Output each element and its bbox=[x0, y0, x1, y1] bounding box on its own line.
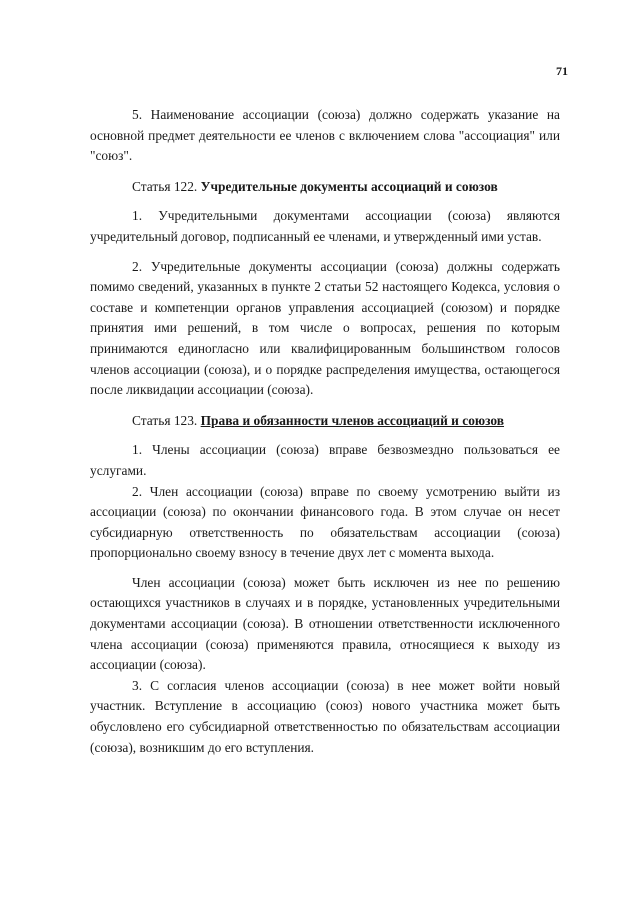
article-122-paragraph-2: 2. Учредительные документы ассоциации (союза) должны содержать помимо сведений, указанных в пункте 2 статьи 52 настоящего Кодекса, условия о составе и компетенции органов управления ассоциацией (союзом) и порядке принятия ими решений, в том числе о вопросах, решения по которым принимаются единогласно или квалифицированным большинством голосов членов ассоциации (союза), и о порядке распределения имущества, остающегося после ликвидации ассоциации (союза). bbox=[90, 258, 560, 398]
article-number: Статья 122. bbox=[132, 178, 198, 194]
article-122-heading bbox=[90, 177, 560, 198]
article-122-paragraph-1: 1. Учредительными документами ассоциации (союза) являются учредительный договор, подписанный ее членами, и утвержденный ими устав. bbox=[90, 208, 560, 244]
article-number: Статья 123. bbox=[132, 412, 198, 428]
page-number: 71 bbox=[556, 64, 568, 78]
article-123-paragraph-exclusion: Член ассоциации (союза) может быть исключен из нее по решению остающихся участников в случаях и в порядке, установленных учредительными документами ассоциации (союза). В отношении ответственности исключенного члена ассоциации (союза) применяются правила, относящиеся к выходу из ассоциации (союза). bbox=[90, 574, 560, 673]
article-title: Учредительные документы ассоциаций и союзов bbox=[200, 178, 498, 194]
paragraph-5-name-requirement: 5. Наименование ассоциации (союза) должно содержать указание на основной предмет деятельности ее членов с включением слова "ассоциация" или "союз". bbox=[90, 107, 560, 164]
document-body bbox=[90, 105, 560, 758]
article-123-paragraph-1: 1. Члены ассоциации (союза) вправе безвозмездно пользоваться ее услугами. bbox=[90, 442, 560, 478]
article-123-heading bbox=[90, 411, 560, 432]
article-title: Права и обязанности членов ассоциаций и союзов bbox=[200, 412, 505, 428]
article-123-paragraph-2: 2. Член ассоциации (союза) вправе по своему усмотрению выйти из ассоциации (союза) по окончании финансового года. В этом случае он несет субсидиарную ответственность по обязательствам ассоциации (союза) пропорционально своему взносу в течение двух лет с момента выхода. bbox=[90, 483, 560, 561]
article-123-paragraph-3: 3. С согласия членов ассоциации (союза) в нее может войти новый участник. Вступление в ассоциацию (союз) нового участника может быть обусловлено его субсидиарной ответственностью по обязательствам ассоциации (союза), возникшим до его вступления. bbox=[90, 677, 560, 755]
